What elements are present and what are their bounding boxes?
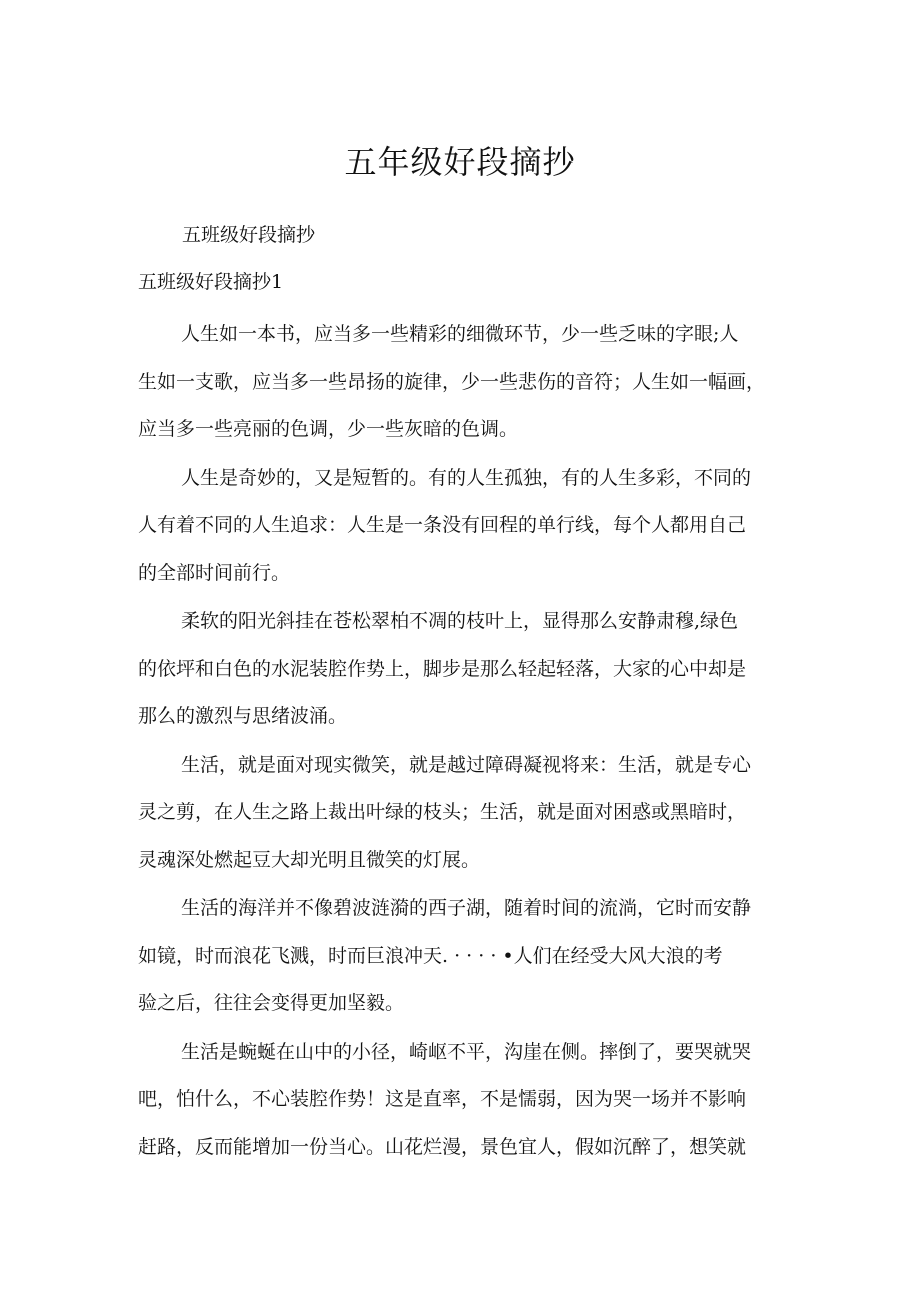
paragraph [138,742,788,885]
paragraph-line: 生如一支歌，应当多一些昂扬的旋律，少一些悲伤的音符；人生如一幅画， [138,370,766,393]
paragraph-line: 赶路，反而能增加一份当心。山花烂漫，景色宜人，假如沉醉了，想笑就 [138,1135,747,1158]
paragraph [138,311,788,454]
paragraph-line: 生活的海洋并不像碧波涟漪的西子湖，随着时间的流淌，它时而安静 [181,897,752,919]
document-body [138,311,788,1172]
paragraph-line: 人有着不同的人生追求：人生是一条没有回程的单行线，每个人都用自己 [138,514,747,536]
paragraph-line: 的全部时间前行。 [138,561,291,584]
paragraph [138,885,788,1028]
paragraph [138,598,788,741]
paragraph-line: 那么的激烈与思绪波涌。 [138,705,348,727]
paragraph-line: 应当多一些亮丽的色调，少一些灰暗的色调。 [138,418,519,440]
paragraph-line: 生活是蜿蜒在山中的小径，崎岖不平，沟崖在侧。摔倒了，要哭就哭 [181,1040,752,1063]
paragraph-line: 柔软的阳光斜挂在苍松翠柏不凋的枝叶上，显得那么安静肃穆,绿色 [181,610,739,632]
paragraph-line: 生活，就是面对现实微笑，就是越过障碍凝视将来：生活，就是专心 [181,753,752,776]
paragraph-line: 灵之剪，在人生之路上裁出叶绿的枝头；生活，就是面对困惑或黑暗时， [138,801,747,823]
section-title: 五班级好段摘抄1 [138,271,284,293]
paragraph-line: 验之后，往往会变得更加坚毅。 [138,992,405,1014]
paragraph-line: 人生是奇妙的，又是短暂的。有的人生孤独，有的人生多彩，不同的 [181,466,752,489]
paragraph-line: 的依坪和白色的水泥装腔作势上，脚步是那么轻起轻落，大家的心中却是 [138,657,747,680]
paragraph-line: 吧，怕什么，不心装腔作势！这是直率，不是懦弱，因为哭一场并不影响 [138,1088,747,1110]
paragraph [138,1029,788,1172]
paragraph-line: 如镜，时而浪花飞溅，时而巨浪冲天. · · · · •人们在经受大风大浪的考 [138,944,723,967]
paragraph-line: 灵魂深处燃起豆大却光明且微笑的灯展。 [138,848,481,871]
document-subtitle: 五班级好段摘抄 [182,224,316,246]
paragraph-line: 人生如一本书，应当多一些精彩的细微环节，少一些乏味的字眼;人 [181,323,739,345]
paragraph [138,455,788,598]
document-title: 五年级好段摘抄 [344,143,576,181]
